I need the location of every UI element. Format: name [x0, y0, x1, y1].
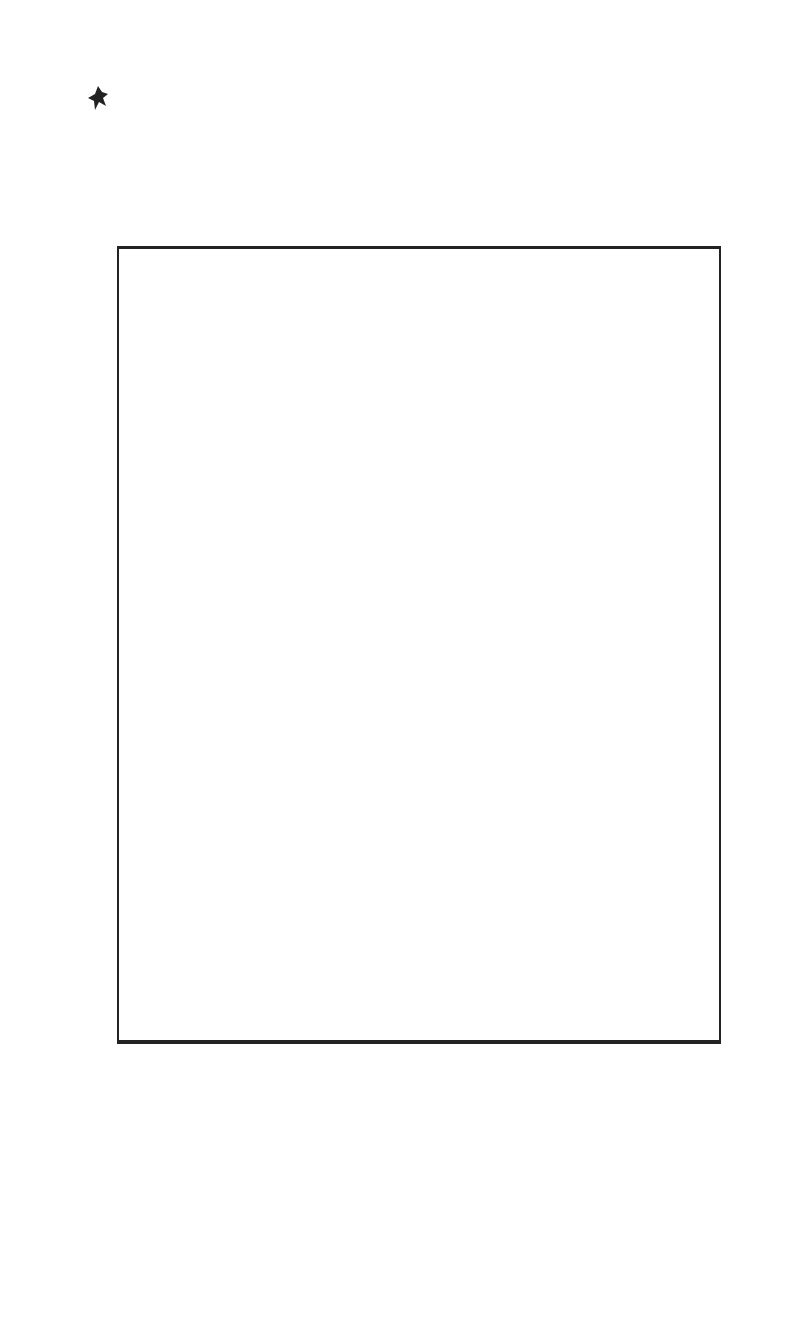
decorative-mark [86, 84, 112, 114]
page-title [6, 300, 96, 1120]
infectious-disease-table [117, 246, 721, 1044]
